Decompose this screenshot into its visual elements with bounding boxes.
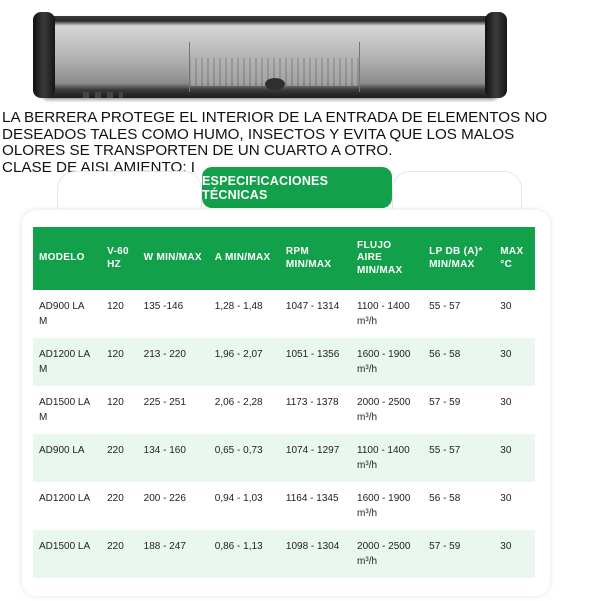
panel-seam bbox=[359, 42, 360, 92]
header-amps: A MIN/MAX bbox=[214, 252, 271, 264]
cell-voltage: 120 bbox=[107, 349, 124, 360]
cell-model: AD900 LA bbox=[39, 445, 85, 456]
cell-rpm: 1074 - 1297 bbox=[285, 445, 340, 456]
cell-model: AD900 LA M bbox=[39, 301, 85, 327]
table-row bbox=[33, 386, 535, 434]
cell-watts: 213 - 220 bbox=[143, 349, 186, 360]
cell-max-temp: 30 bbox=[500, 301, 512, 312]
cell-model: AD1200 LA M bbox=[39, 349, 90, 375]
cell-max-temp: 30 bbox=[500, 493, 512, 504]
right-endcap bbox=[485, 12, 507, 98]
cell-noise: 57 - 59 bbox=[429, 397, 461, 408]
cell-watts: 225 - 251 bbox=[143, 397, 186, 408]
header-voltage: V-60 HZ bbox=[107, 246, 129, 270]
cell-airflow: 1100 - 1400 m³/h bbox=[357, 445, 410, 471]
table-header-row bbox=[33, 227, 535, 290]
cell-airflow: 2000 - 2500 m³/h bbox=[357, 541, 411, 567]
cell-rpm: 1164 - 1345 bbox=[285, 493, 339, 504]
description-line: DESEADOS TALES COMO HUMO, INSECTOS Y EVITA QUE LOS MALOS bbox=[2, 125, 515, 143]
description-line: OLORES SE TRANSPORTEN DE UN CUARTO A OTRO. bbox=[2, 142, 393, 159]
cell-max-temp: 30 bbox=[500, 541, 512, 552]
cell-max-temp: 30 bbox=[500, 445, 512, 456]
header-modelo: MODELO bbox=[39, 252, 85, 264]
table-row bbox=[33, 434, 535, 482]
cell-airflow: 1100 - 1400 m³/h bbox=[357, 301, 410, 327]
cell-rpm: 1098 - 1304 bbox=[285, 541, 340, 552]
cell-voltage: 120 bbox=[107, 301, 124, 312]
cell-model: AD1500 LA bbox=[39, 541, 91, 552]
panel-seam bbox=[189, 42, 190, 92]
cell-model: AD1500 LA M bbox=[39, 397, 90, 423]
air-curtain-product-image bbox=[33, 12, 507, 100]
header-rpm: RPM MIN/MAX bbox=[285, 246, 332, 270]
cell-max-temp: 30 bbox=[500, 349, 512, 360]
control-buttons bbox=[83, 92, 123, 98]
tab-inactive-left[interactable] bbox=[57, 171, 202, 209]
cell-airflow: 2000 - 2500 m³/h bbox=[357, 397, 411, 423]
cell-voltage: 120 bbox=[107, 397, 124, 408]
cell-max-temp: 30 bbox=[500, 397, 512, 408]
cell-rpm: 1047 - 1314 bbox=[285, 301, 340, 312]
table-row bbox=[33, 290, 535, 338]
cell-amps: 1,96 - 2,07 bbox=[214, 349, 263, 360]
cell-noise: 56 - 58 bbox=[429, 493, 461, 504]
cell-noise: 57 - 59 bbox=[429, 541, 461, 552]
tab-technical-specs[interactable]: ESPECIFICACIONES TÉCNICAS bbox=[202, 167, 392, 208]
cell-watts: 188 - 247 bbox=[143, 541, 186, 552]
cell-airflow: 1600 - 1900 m³/h bbox=[357, 349, 411, 375]
cell-amps: 0,94 - 1,03 bbox=[214, 493, 263, 504]
description-line: LA BERRERA PROTEGE EL INTERIOR DE LA ENTRADA DE ELEMENTOS NO bbox=[2, 109, 548, 126]
cell-amps: 0,86 - 1,13 bbox=[214, 541, 263, 552]
header-max-temp: MAX °C bbox=[500, 246, 524, 270]
cell-voltage: 220 bbox=[107, 445, 124, 456]
specs-table bbox=[33, 227, 535, 578]
header-watts: W MIN/MAX bbox=[143, 252, 202, 264]
cell-model: AD1200 LA bbox=[39, 493, 91, 504]
table-row bbox=[33, 338, 535, 386]
insulation-class: CLASE DE AISLAMIENTO: I bbox=[2, 158, 196, 176]
tab-inactive-right[interactable] bbox=[392, 171, 522, 209]
cell-amps: 1,28 - 1,48 bbox=[214, 301, 263, 312]
cell-noise: 55 - 57 bbox=[429, 301, 461, 312]
cell-watts: 200 - 226 bbox=[143, 493, 186, 504]
brand-logo-mark bbox=[265, 78, 285, 90]
cell-rpm: 1173 - 1378 bbox=[285, 397, 339, 408]
cell-amps: 0,65 - 0,73 bbox=[214, 445, 263, 456]
cell-amps: 2,06 - 2,28 bbox=[214, 397, 263, 408]
cell-noise: 56 - 58 bbox=[429, 349, 461, 360]
cell-voltage: 220 bbox=[107, 541, 124, 552]
cell-watts: 135 -146 bbox=[143, 301, 184, 312]
table-row bbox=[33, 530, 535, 578]
cell-rpm: 1051 - 1356 bbox=[285, 349, 340, 360]
header-airflow: FLUJO AIRE MIN/MAX bbox=[357, 239, 403, 276]
cell-noise: 55 - 57 bbox=[429, 445, 461, 456]
cell-watts: 134 - 160 bbox=[143, 445, 186, 456]
header-noise: LP DB (A)* MIN/MAX bbox=[429, 246, 483, 270]
table-row bbox=[33, 482, 535, 530]
cell-airflow: 1600 - 1900 m³/h bbox=[357, 493, 411, 519]
cell-voltage: 220 bbox=[107, 493, 124, 504]
air-curtain-body bbox=[39, 16, 501, 98]
left-endcap bbox=[33, 12, 55, 98]
